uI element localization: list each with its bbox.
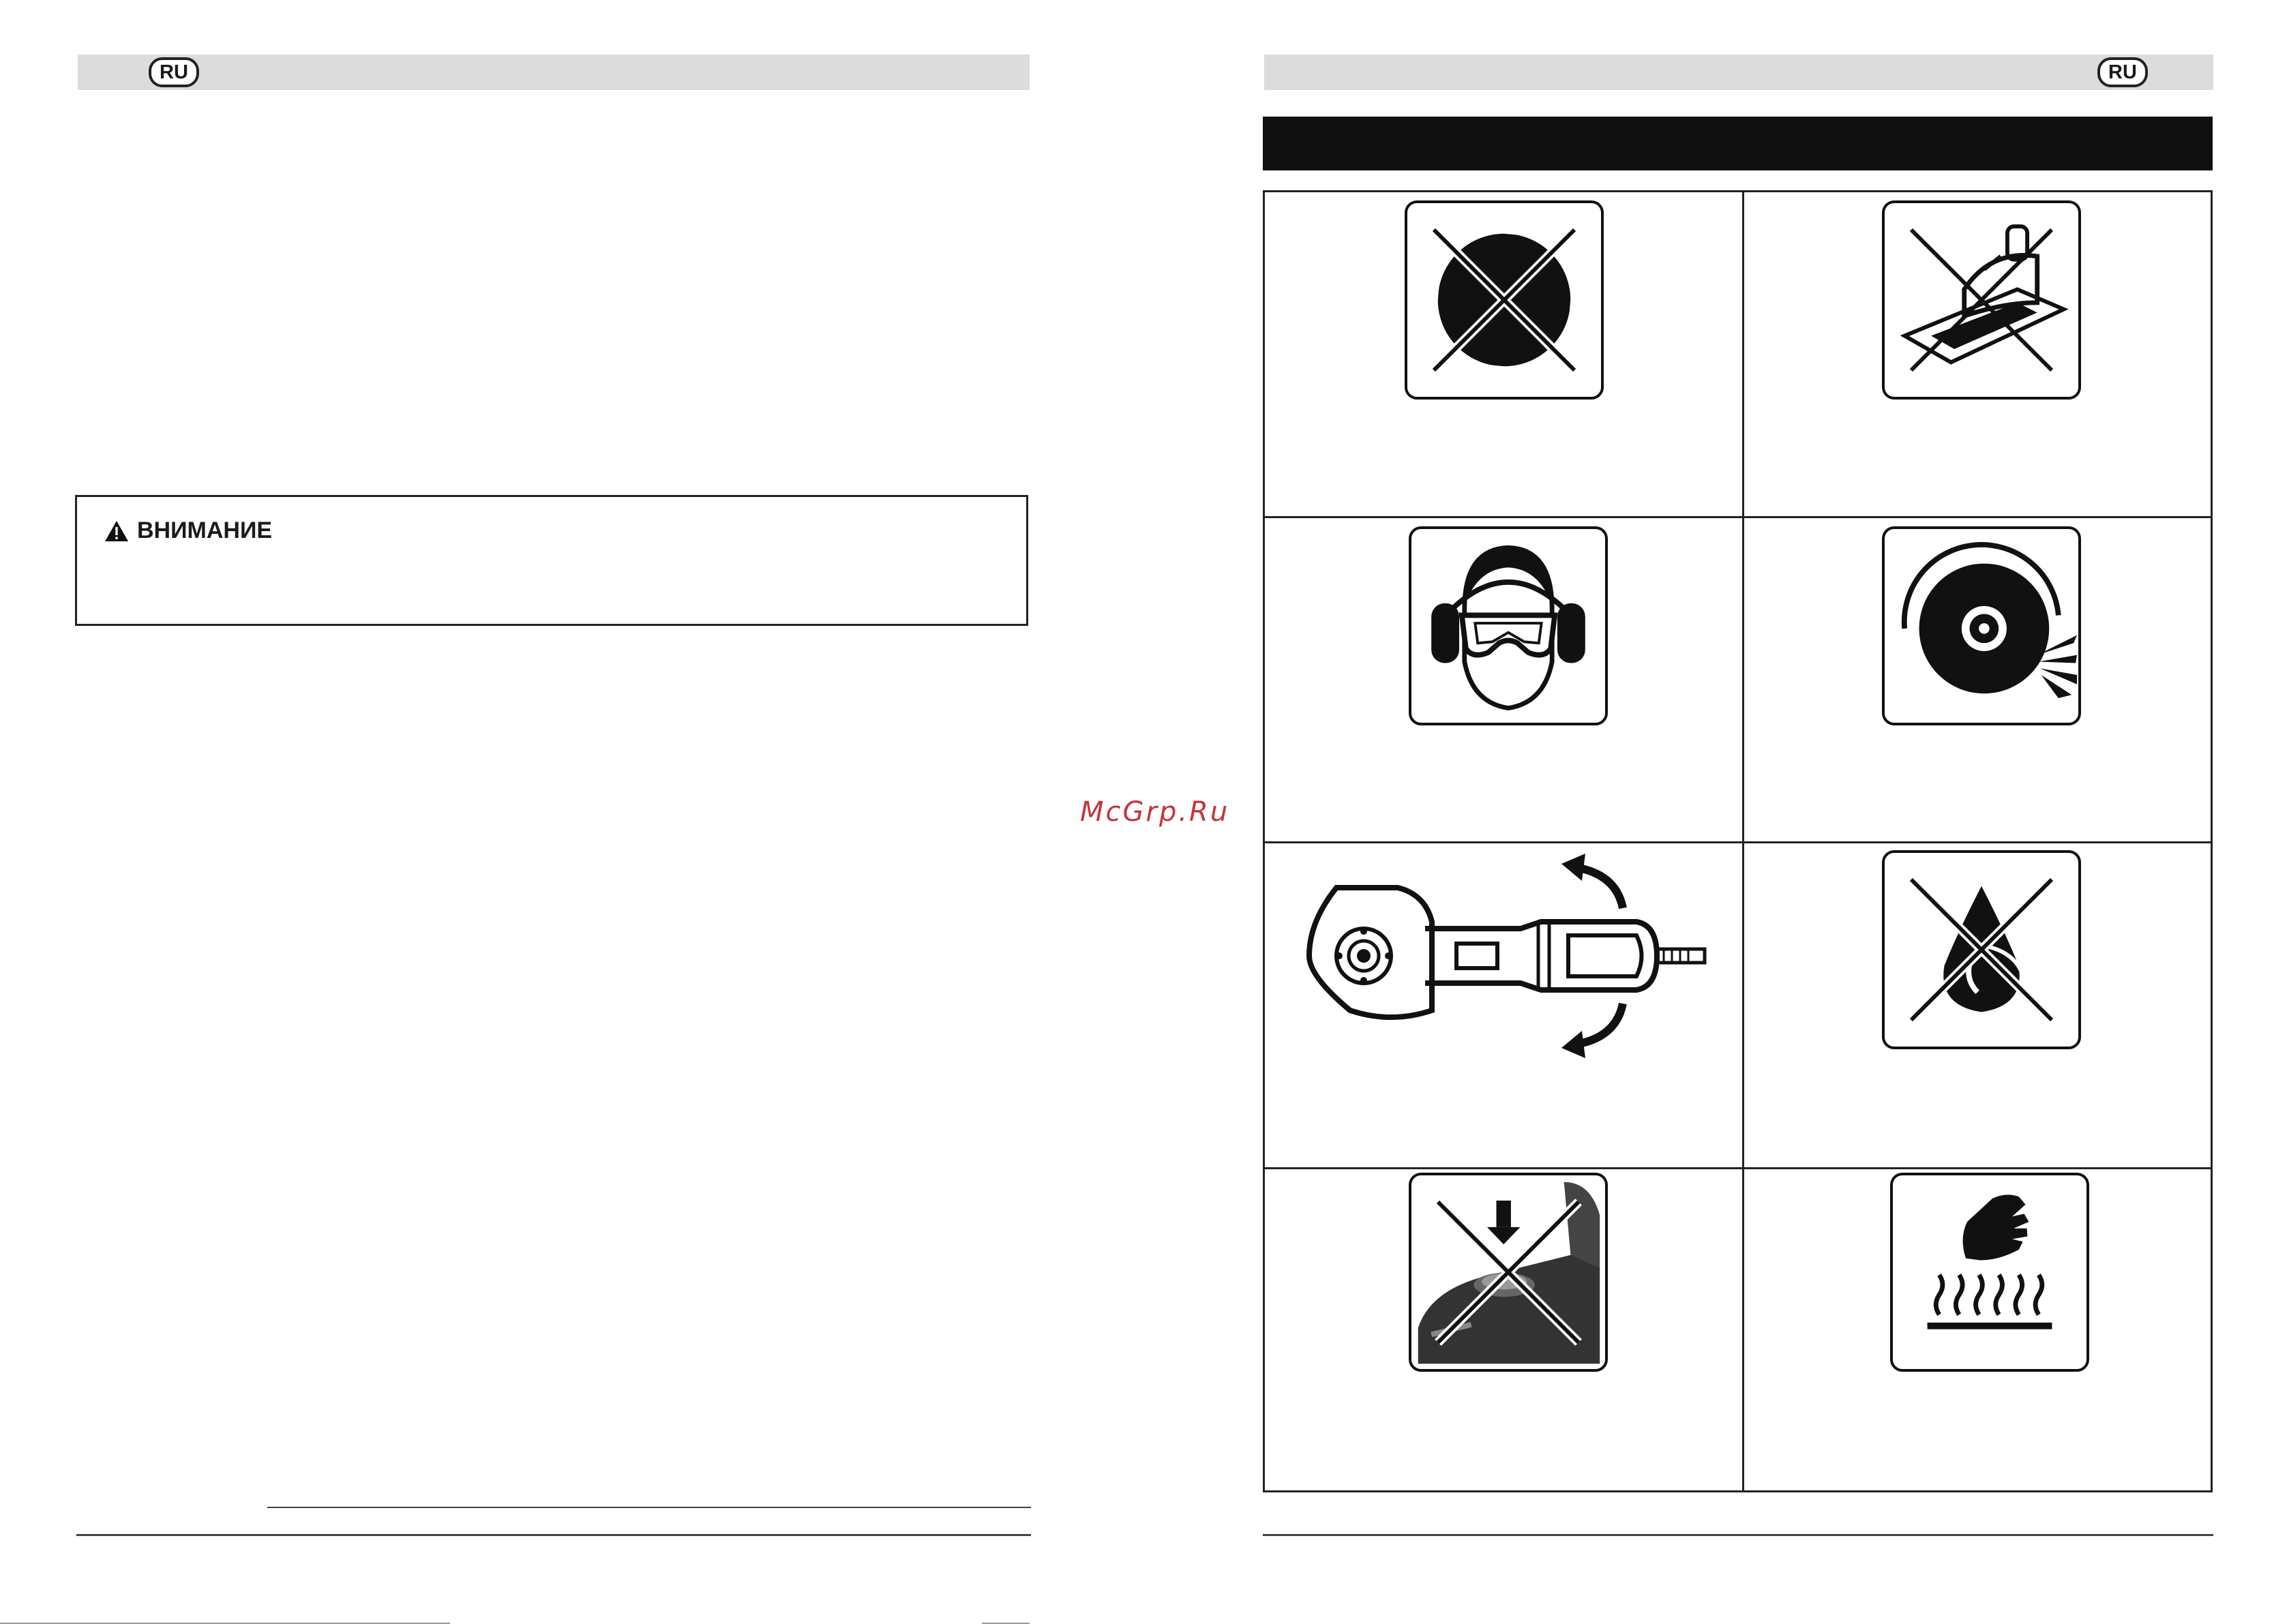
no-spindle-lock-while-running-icon bbox=[1409, 1173, 1608, 1372]
warning-heading bbox=[104, 517, 272, 544]
section-title-bar bbox=[1263, 117, 2213, 170]
hot-surface-icon bbox=[1890, 1173, 2089, 1372]
no-liquid-coolant-icon bbox=[1882, 850, 2081, 1049]
warning-triangle-icon bbox=[104, 520, 129, 542]
table-row-divider bbox=[1265, 516, 2211, 518]
left-page-header-bar bbox=[78, 55, 1030, 90]
left-footer-rule bbox=[76, 1534, 1031, 1536]
left-language-badge: RU bbox=[149, 57, 199, 87]
two-hand-grip-grinder-icon bbox=[1296, 847, 1718, 1065]
warning-box bbox=[75, 495, 1028, 626]
right-page-header-bar bbox=[1264, 55, 2213, 90]
warning-title: ВНИМАНИЕ bbox=[137, 517, 273, 543]
no-circular-saw-icon bbox=[1882, 200, 2081, 400]
footnote-rule bbox=[267, 1507, 1031, 1508]
grinding-disc-sparks-icon bbox=[1882, 526, 2081, 725]
right-language-badge: RU bbox=[2097, 57, 2148, 87]
table-row-divider bbox=[1265, 841, 2211, 843]
table-row-divider bbox=[1265, 1167, 2211, 1169]
no-saw-blade-icon bbox=[1405, 200, 1604, 400]
wear-goggles-and-ear-protection-icon bbox=[1409, 526, 1608, 725]
right-footer-rule bbox=[1263, 1534, 2213, 1536]
watermark: McGrp.Ru bbox=[1080, 796, 1230, 828]
pictogram-table bbox=[1263, 190, 2213, 1492]
